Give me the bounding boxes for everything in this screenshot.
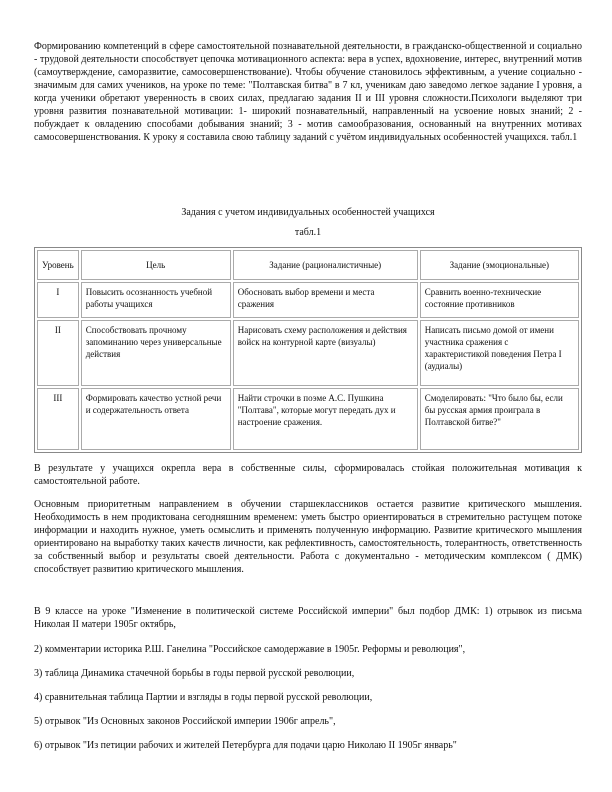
cell-task-rational: Обосновать выбор времени и места сражения xyxy=(233,282,418,318)
cell-level: II xyxy=(37,320,79,386)
cell-goal: Формировать качество устной речи и содержательность ответа xyxy=(81,388,231,450)
list-item: 3) таблица Динамика стачечной борьбы в годы первой русской революции, xyxy=(34,668,355,679)
critical-thinking-paragraph: Основным приоритетным направлением в обучении старшеклассников остается развитие критического мышления. Необходимость в нем продиктована сегодняшним временем: уметь быстро ориентироваться в стремительно растущем потоке информации и находить нужное, уметь осмыслить и применять полученную информацию. Развитие критического мышления ориентировано на выработку таких качеств личности, как рефлективность, самостоятельность, толерантность, ответственность за собственный выбор и результаты своей деятельности. Работа с документально - методическим комплексом ( ДМК) способствует развитию критического мышления. xyxy=(34,499,582,575)
table-header-row xyxy=(37,250,579,280)
header-task-rational: Задание (рационалистичные) xyxy=(233,250,418,280)
cell-task-rational: Найти строчки в поэме А.С. Пушкина "Полтава", которые могут передать дух и настроение сражения. xyxy=(233,388,418,450)
list-item: 6) отрывок "Из петиции рабочих и жителей Петербурга для подачи царю Николаю II 1905г январь" xyxy=(34,740,457,751)
tasks-table xyxy=(34,247,582,453)
table-row xyxy=(37,320,579,386)
cell-goal: Способствовать прочному запоминанию через универсальные действия xyxy=(81,320,231,386)
cell-task-emotional: Смоделировать: "Что было бы, если бы русская армия проиграла в Полтавской битве?" xyxy=(420,388,579,450)
intro-paragraph: Формированию компетенций в сфере самостоятельной познавательной деятельности, в гражданско-общественной и социально - трудовой деятельности способствует цепочка мотивационного аспекта: вера в успех, вдохновение, интерес, внутренний мотив (самоутверждение, саморазвитие, самосовершенствование). Чтобы обучение становилось эффективным, а учение социально - значимым для самих учеников, на уроке по теме: "Полтавская битва" в 7 кл, ученикам даю заведомо легкое задание I уровня, а когда ученики обретают уверенность в своих силах, предлагаю задания II и III уровня сложности.Психологи выделяют три уровня развития познавательной мотивации: 1- широкий познавательный, направленный на усвоение новых знаний; 2 - побуждает к овладению способами добывания знаний; 3 - мотив самообразования, основанный на внутренних мотивах самосовершенствования. К уроку я составила свою таблицу заданий с учётом индивидуальных особенностей учащихся. табл.1 xyxy=(34,41,582,143)
header-level: Уровень xyxy=(37,250,79,280)
cell-task-emotional: Написать письмо домой от имени участника сражения с характеристикой поведения Петра I (аудиалы) xyxy=(420,320,579,386)
list-item: 4) сравнительная таблица Партии и взгляды в годы первой русской революции, xyxy=(34,692,373,703)
cell-level: I xyxy=(37,282,79,318)
list-item: 2) комментарии историка Р.Ш. Ганелина "Российское самодержавие в 1905г. Реформы и революция", xyxy=(34,644,466,655)
cell-task-rational: Нарисовать схему расположения и действия войск на контурной карте (визуалы) xyxy=(233,320,418,386)
cell-goal: Повысить осознанность учебной работы учащихся xyxy=(81,282,231,318)
dmk-list-intro: В 9 классе на уроке "Изменение в политической системе Российской империи" был подбор ДМК: 1) отрывок из письма Николая II матери 1905г октябрь, xyxy=(34,606,582,630)
header-task-emotional: Задание (эмоциональные) xyxy=(420,250,579,280)
table-label: табл.1 xyxy=(294,227,322,238)
table-row xyxy=(37,388,579,450)
result-paragraph: В результате у учащихся окрепла вера в собственные силы, сформировалась стойкая положительная мотивация к самостоятельной работе. xyxy=(34,463,582,487)
table-row xyxy=(37,282,579,318)
cell-level: III xyxy=(37,388,79,450)
table-title: Задания с учетом индивидуальных особенностей учащихся xyxy=(181,207,435,218)
list-item: 5) отрывок "Из Основных законов Российской империи 1906г апрель", xyxy=(34,716,336,727)
cell-task-emotional: Сравнить военно-технические состояние противников xyxy=(420,282,579,318)
header-goal: Цель xyxy=(81,250,231,280)
